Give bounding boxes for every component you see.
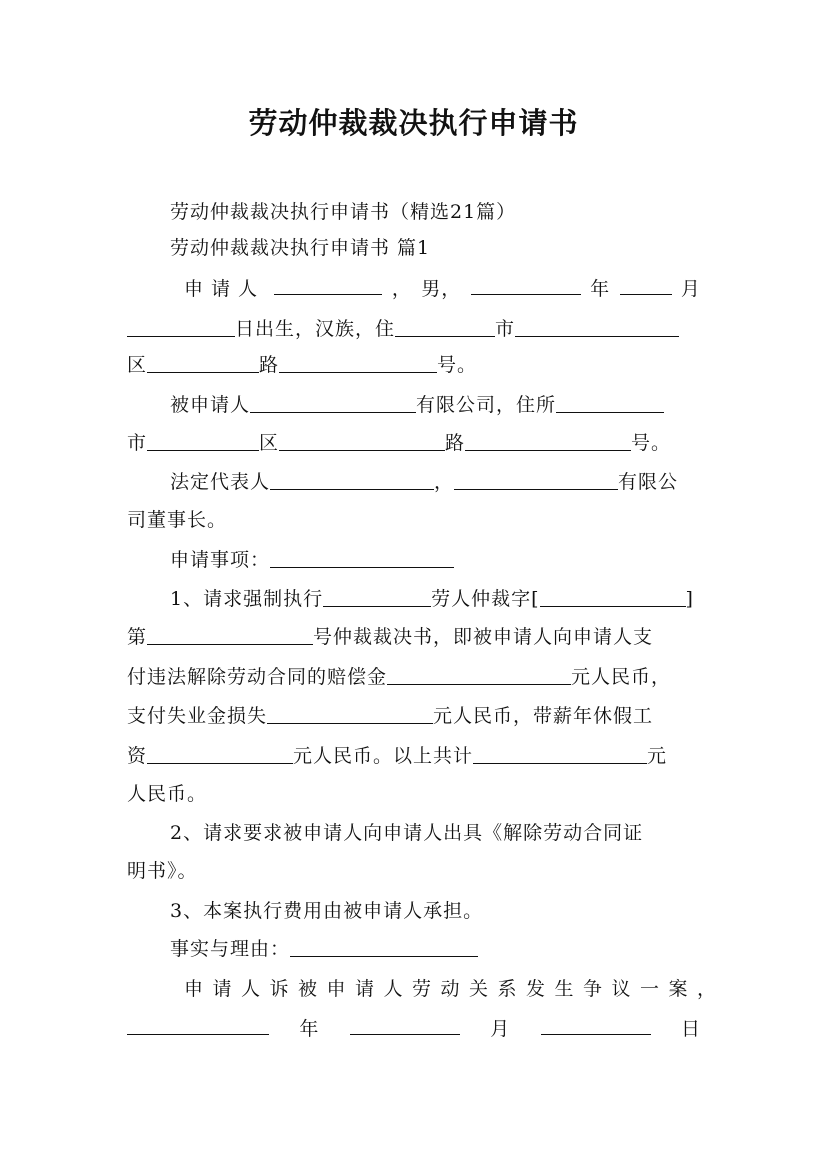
born-ethnic-residence: 日出生，汉族，住 [235,318,396,340]
section-heading: 劳动仲裁裁决执行申请书 篇1 [170,237,431,259]
month-label: 月 [680,278,701,300]
respondent-city: 市 [127,432,148,454]
respondent-road-blank [465,428,631,451]
road-label: 路 [259,354,280,376]
facts-blank [290,934,478,957]
unemployment-amount-blank [267,701,433,724]
item1-p3: ] [685,588,694,610]
facts-line [170,931,701,967]
facts-label: 事实与理由： [170,938,291,960]
document-subtitle: 劳动仲裁裁决执行申请书（精选21篇） [170,201,517,223]
item1-p8: 支付失业金损失 [127,705,268,727]
respondent-district-blank [279,428,445,451]
item1-p7: 元人民币， [571,666,672,688]
facts-text-line-1: 申请人诉被申请人劳动关系发生争议一案， [184,978,726,1000]
applicant-road-blank [147,350,259,373]
item1-case-year-blank [540,584,686,607]
item2-line-1: 2、请求要求被申请人向申请人出具《解除劳动合同证 [170,822,644,844]
respondent-city-blank [147,428,259,451]
item3-line: 3、本案执行费用由被申请人承担。 [170,900,484,922]
respondent-district: 区 [259,432,280,454]
item1-org-blank [323,584,431,607]
respondent-line-1 [170,387,701,423]
respondent-label: 被申请人 [170,394,251,416]
item1-line-1 [170,581,701,617]
compensation-amount-blank [387,662,571,685]
respondent-line-2 [127,425,701,461]
city-label: 市 [495,318,516,340]
facts-text-line-2 [127,1011,701,1047]
legal-rep-label: 法定代表人 [170,471,271,493]
respondent-name-blank [250,390,416,413]
applicant-comma: ， [391,278,412,300]
applicant-label: 申请人 [184,278,266,300]
legal-rep-line-1 [170,464,701,500]
legal-rep-company-tail-1: 有限公 [618,471,679,493]
applicant-number-blank [279,350,437,373]
legal-rep-line-2: 司董事长。 [127,509,228,531]
applicant-line-2 [127,311,701,347]
item1-line-4 [127,698,701,734]
dispute-month-label: 月 [490,1018,511,1040]
item1-p6: 付违法解除劳动合同的赔偿金 [127,666,388,688]
item1-line-5 [127,738,701,774]
matters-line [170,542,701,578]
applicant-gender: 男， [421,278,462,300]
item1-line-2 [127,619,701,655]
item1-p12: 元 [647,745,668,767]
item1-line-3 [127,659,701,695]
respondent-company-residence: 有限公司，住所 [416,394,557,416]
document-title: 劳动仲裁裁决执行申请书 [248,106,579,140]
item1-p11: 元人民币。以上共计 [293,745,474,767]
applicant-line-3 [127,347,701,383]
dispute-year-blank [127,1012,269,1035]
respondent-number-end: 号。 [631,432,672,454]
district-label: 区 [127,354,148,376]
dispute-day-label: 日 [680,1018,701,1040]
item1-p5: 号仲裁裁决书，即被申请人向申请人支 [313,626,654,648]
annual-leave-amount-blank [147,741,293,764]
applicant-name-blank [274,272,382,295]
item1-p9: 元人民币，带薪年休假工 [433,705,654,727]
item1-p1: 1、请求强制执行 [170,588,324,610]
dispute-year-label: 年 [299,1018,320,1040]
matters-blank [270,545,454,568]
legal-rep-company-blank [454,467,618,490]
applicant-line-1 [184,271,701,307]
legal-rep-comma: ， [434,471,455,493]
item1-p10: 资 [127,745,148,767]
item1-p4: 第 [127,626,148,648]
total-amount-blank [473,741,647,764]
birth-month-blank [620,272,672,295]
applicant-city-blank [395,314,495,337]
legal-rep-name-blank [270,467,434,490]
item2-line-2: 明书》。 [127,860,198,882]
respondent-road: 路 [445,432,466,454]
dispute-day-blank [541,1012,651,1035]
matters-label: 申请事项： [170,549,271,571]
applicant-district-blank [515,314,679,337]
item1-case-number-blank [147,622,313,645]
birth-day-blank [127,314,235,337]
item1-line-6: 人民币。 [127,783,208,805]
item1-p2: 劳人仲裁字[ [431,588,540,610]
respondent-address-blank [556,390,664,413]
year-label: 年 [590,278,611,300]
birth-year-blank [471,272,581,295]
number-end: 号。 [437,354,478,376]
dispute-month-blank [350,1012,460,1035]
